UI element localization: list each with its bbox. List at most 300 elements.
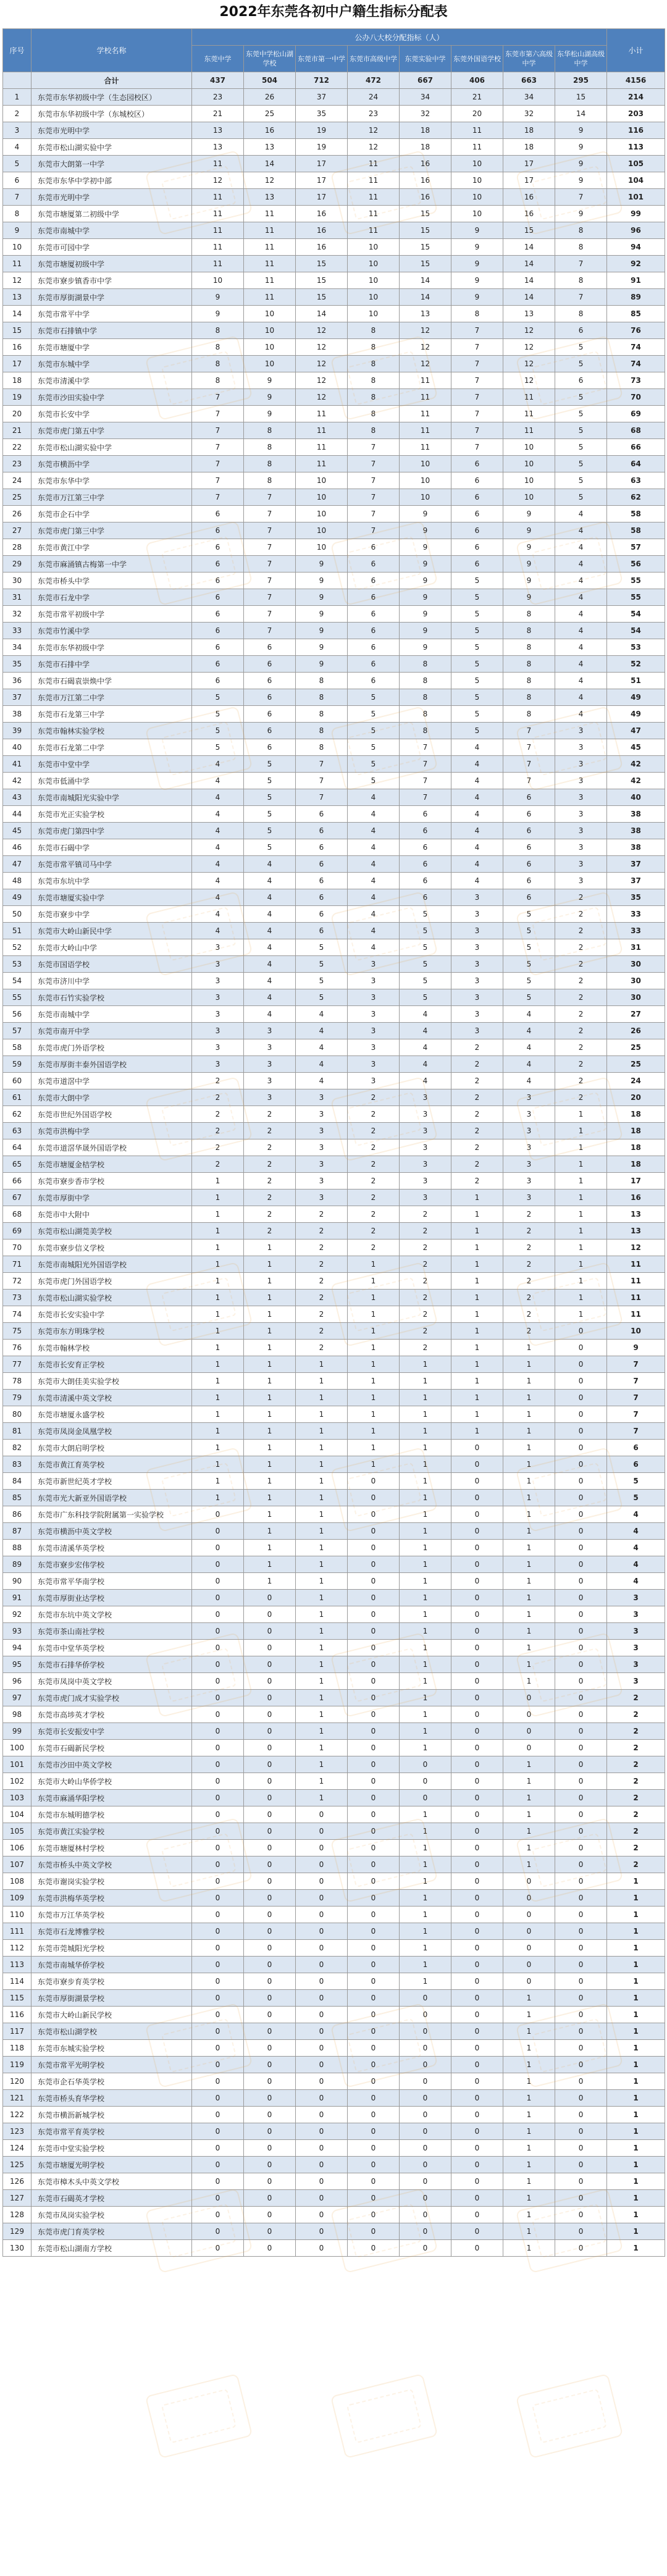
row-index: 27	[3, 522, 31, 539]
row-subtotal: 2	[607, 1856, 665, 1873]
quota-cell: 0	[348, 2190, 400, 2207]
quota-cell: 0	[555, 1923, 607, 1940]
quota-cell: 0	[244, 2240, 296, 2257]
row-index: 115	[3, 1990, 31, 2007]
row-index: 125	[3, 2157, 31, 2173]
school-name: 东莞市南城华侨学校	[31, 1957, 192, 1973]
quota-cell: 2	[348, 1123, 400, 1139]
row-index: 16	[3, 339, 31, 356]
quota-cell: 6	[244, 656, 296, 673]
quota-cell: 0	[451, 2140, 503, 2157]
quota-cell: 4	[555, 639, 607, 656]
quota-cell: 0	[296, 1973, 348, 1990]
quota-cell: 7	[192, 489, 244, 506]
quota-cell: 12	[400, 339, 451, 356]
table-row	[3, 1173, 665, 1189]
quota-cell: 12	[503, 356, 555, 372]
quota-cell: 1	[348, 1390, 400, 1406]
quota-cell: 0	[451, 2157, 503, 2173]
quota-cell: 2	[555, 1006, 607, 1023]
school-name: 东莞市凤岗金凤凰学校	[31, 1423, 192, 1440]
school-name: 东莞市东方明珠学校	[31, 1323, 192, 1340]
school-name: 东莞市中堂华英学校	[31, 1640, 192, 1656]
quota-cell: 2	[451, 1139, 503, 1156]
table-row	[3, 1256, 665, 1273]
quota-cell: 1	[503, 1573, 555, 1590]
row-index: 99	[3, 1723, 31, 1740]
quota-cell: 5	[192, 689, 244, 706]
total-row	[3, 72, 665, 89]
school-name: 东莞市清溪中学	[31, 372, 192, 389]
quota-cell: 5	[244, 839, 296, 856]
quota-cell: 0	[555, 1440, 607, 1456]
table-row	[3, 1656, 665, 1673]
quota-cell: 1	[296, 1690, 348, 1706]
quota-cell: 11	[400, 406, 451, 422]
quota-cell: 3	[555, 806, 607, 823]
quota-cell: 0	[451, 1940, 503, 1957]
table-row	[3, 1673, 665, 1690]
quota-cell: 0	[555, 1856, 607, 1873]
quota-cell: 10	[244, 306, 296, 322]
quota-cell: 11	[400, 372, 451, 389]
row-index: 20	[3, 406, 31, 422]
quota-cell: 0	[348, 1973, 400, 1990]
quota-cell: 0	[348, 2240, 400, 2257]
quota-cell: 15	[296, 289, 348, 306]
row-subtotal: 203	[607, 106, 665, 122]
quota-cell: 2	[400, 1206, 451, 1223]
row-subtotal: 1	[607, 1990, 665, 2007]
row-index: 49	[3, 889, 31, 906]
quota-cell: 6	[348, 573, 400, 589]
row-index: 13	[3, 289, 31, 306]
table-row	[3, 122, 665, 139]
quota-cell: 0	[296, 1923, 348, 1940]
table-row	[3, 489, 665, 506]
table-row	[3, 422, 665, 439]
quota-cell: 0	[555, 1957, 607, 1973]
quota-cell: 6	[451, 472, 503, 489]
school-name: 东莞市凤岗实验学校	[31, 2207, 192, 2223]
quota-cell: 0	[192, 1790, 244, 1806]
row-index: 28	[3, 539, 31, 556]
school-name: 东莞市万江华英学校	[31, 1907, 192, 1923]
quota-cell: 3	[451, 989, 503, 1006]
quota-cell: 0	[555, 2040, 607, 2057]
row-subtotal: 69	[607, 406, 665, 422]
school-name: 东莞市石龙博雅学校	[31, 1923, 192, 1940]
table-row	[3, 1606, 665, 1623]
watermark-stamp	[516, 2373, 624, 2459]
quota-cell: 0	[451, 2023, 503, 2040]
row-subtotal: 1	[607, 2057, 665, 2073]
row-index: 103	[3, 1790, 31, 1806]
quota-cell: 1	[503, 1590, 555, 1606]
school-name: 东莞市厚街业达学校	[31, 1590, 192, 1606]
row-index: 83	[3, 1456, 31, 1473]
quota-cell: 3	[503, 1189, 555, 1206]
row-subtotal: 52	[607, 656, 665, 673]
quota-cell: 3	[555, 873, 607, 889]
row-index: 90	[3, 1573, 31, 1590]
quota-cell: 1	[503, 1390, 555, 1406]
quota-cell: 1	[400, 1656, 451, 1673]
quota-cell: 5	[451, 573, 503, 589]
quota-cell: 1	[348, 1423, 400, 1440]
quota-cell: 1	[503, 2240, 555, 2257]
table-row	[3, 989, 665, 1006]
quota-cell: 9	[192, 289, 244, 306]
quota-cell: 0	[555, 1773, 607, 1790]
quota-cell: 6	[296, 839, 348, 856]
row-index: 3	[3, 122, 31, 139]
row-index: 95	[3, 1656, 31, 1673]
table-row	[3, 1907, 665, 1923]
row-index: 93	[3, 1623, 31, 1640]
row-index: 6	[3, 172, 31, 189]
quota-cell: 4	[451, 806, 503, 823]
row-subtotal: 40	[607, 789, 665, 806]
school-name: 东莞市翰林学校	[31, 1340, 192, 1356]
quota-cell: 4	[244, 973, 296, 989]
school-name: 东莞市东华初级中学	[31, 639, 192, 656]
column-header-dgzx: 东莞中学	[192, 46, 244, 72]
quota-cell: 7	[244, 506, 296, 522]
quota-cell: 5	[555, 439, 607, 456]
row-index: 35	[3, 656, 31, 673]
row-index: 117	[3, 2023, 31, 2040]
school-name: 东莞市常平育英学校	[31, 2123, 192, 2140]
quota-cell: 0	[348, 1940, 400, 1957]
school-name: 东莞市大朗启明学校	[31, 1440, 192, 1456]
quota-cell: 1	[244, 1373, 296, 1390]
quota-cell: 0	[451, 2123, 503, 2140]
quota-cell: 16	[503, 189, 555, 206]
quota-cell: 0	[451, 2040, 503, 2057]
quota-cell: 0	[451, 1923, 503, 1940]
row-index: 129	[3, 2223, 31, 2240]
quota-cell: 0	[451, 2007, 503, 2023]
quota-cell: 0	[348, 2140, 400, 2157]
table-row	[3, 1773, 665, 1790]
row-subtotal: 38	[607, 823, 665, 839]
school-name: 东莞市常平镇司马中学	[31, 856, 192, 873]
quota-cell: 0	[451, 2190, 503, 2207]
row-index: 89	[3, 1556, 31, 1573]
quota-cell: 8	[192, 356, 244, 372]
quota-cell: 8	[244, 456, 296, 472]
quota-cell: 2	[503, 1273, 555, 1290]
row-index: 124	[3, 2140, 31, 2157]
quota-cell: 0	[555, 1373, 607, 1390]
quota-cell: 8	[400, 706, 451, 723]
quota-cell: 3	[348, 989, 400, 1006]
school-name: 东莞市厚街湖景中学	[31, 289, 192, 306]
quota-cell: 1	[400, 1456, 451, 1473]
row-subtotal: 57	[607, 539, 665, 556]
quota-cell: 0	[348, 1756, 400, 1773]
row-subtotal: 64	[607, 456, 665, 472]
quota-cell: 9	[192, 306, 244, 322]
quota-cell: 1	[244, 1273, 296, 1290]
row-subtotal: 54	[607, 606, 665, 623]
quota-cell: 1	[555, 1306, 607, 1323]
quota-cell: 3	[296, 1156, 348, 1173]
quota-cell: 16	[400, 189, 451, 206]
table-row	[3, 623, 665, 639]
table-row	[3, 1323, 665, 1340]
row-subtotal: 2	[607, 1706, 665, 1723]
quota-cell: 6	[555, 322, 607, 339]
row-subtotal: 2	[607, 1840, 665, 1856]
table-row	[3, 1440, 665, 1456]
quota-cell: 5	[451, 589, 503, 606]
quota-cell: 0	[555, 1606, 607, 1623]
school-name: 东莞市高埗英才学校	[31, 1706, 192, 1723]
table-row	[3, 1690, 665, 1706]
school-name: 东莞市寮步镇香市中学	[31, 272, 192, 289]
quota-cell: 37	[296, 89, 348, 106]
quota-cell: 6	[192, 623, 244, 639]
quota-cell: 0	[555, 2090, 607, 2107]
quota-cell: 2	[244, 1106, 296, 1123]
quota-cell: 4	[451, 823, 503, 839]
row-index: 92	[3, 1606, 31, 1623]
row-index: 127	[3, 2190, 31, 2207]
quota-cell: 1	[192, 1473, 244, 1490]
quota-cell: 10	[296, 522, 348, 539]
quota-cell: 1	[400, 1706, 451, 1723]
quota-cell: 2	[503, 1223, 555, 1240]
quota-cell: 10	[348, 256, 400, 272]
quota-cell: 9	[296, 606, 348, 623]
table-row	[3, 539, 665, 556]
quota-cell: 1	[296, 1706, 348, 1723]
quota-cell: 0	[244, 1690, 296, 1706]
row-subtotal: 1	[607, 2023, 665, 2040]
quota-cell: 0	[451, 1606, 503, 1623]
row-index: 66	[3, 1173, 31, 1189]
table-row	[3, 106, 665, 122]
quota-cell: 1	[296, 1573, 348, 1590]
quota-cell: 3	[400, 1106, 451, 1123]
quota-cell: 0	[451, 1523, 503, 1540]
school-name: 东莞市济川中学	[31, 973, 192, 989]
quota-cell: 1	[192, 1323, 244, 1340]
quota-cell: 17	[503, 156, 555, 172]
quota-cell: 7	[244, 589, 296, 606]
table-row	[3, 689, 665, 706]
quota-cell: 4	[244, 1006, 296, 1023]
quota-cell: 0	[348, 2073, 400, 2090]
quota-cell: 1	[503, 1790, 555, 1806]
quota-cell: 10	[296, 489, 348, 506]
quota-cell: 0	[348, 2057, 400, 2073]
quota-cell: 0	[296, 2073, 348, 2090]
quota-cell: 1	[244, 1406, 296, 1423]
quota-cell: 7	[192, 472, 244, 489]
quota-cell: 7	[244, 556, 296, 573]
quota-cell: 11	[296, 406, 348, 422]
row-subtotal: 5	[607, 1473, 665, 1490]
row-subtotal: 9	[607, 1340, 665, 1356]
quota-cell: 0	[244, 1590, 296, 1606]
quota-cell: 4	[555, 656, 607, 673]
quota-cell: 11	[296, 422, 348, 439]
row-subtotal: 37	[607, 873, 665, 889]
school-name: 东莞市常平华南学校	[31, 1573, 192, 1590]
quota-cell: 2	[451, 1123, 503, 1139]
quota-cell: 1	[503, 1840, 555, 1856]
quota-cell: 3	[296, 1173, 348, 1189]
row-index: 111	[3, 1923, 31, 1940]
quota-cell: 4	[192, 839, 244, 856]
quota-cell: 4	[555, 673, 607, 689]
table-row	[3, 1556, 665, 1573]
quota-cell: 11	[348, 206, 400, 222]
quota-cell: 6	[451, 456, 503, 472]
quota-cell: 10	[192, 272, 244, 289]
quota-cell: 0	[348, 1473, 400, 1490]
school-name: 东莞市大岭山新民中学	[31, 923, 192, 939]
table-row	[3, 2007, 665, 2023]
row-subtotal: 11	[607, 1256, 665, 1273]
quota-cell: 0	[503, 1690, 555, 1706]
quota-cell: 15	[400, 239, 451, 256]
quota-cell: 10	[503, 439, 555, 456]
quota-cell: 1	[451, 1373, 503, 1390]
row-subtotal: 1	[607, 1890, 665, 1907]
row-index: 119	[3, 2057, 31, 2073]
quota-cell: 11	[400, 439, 451, 456]
row-index: 7	[3, 189, 31, 206]
quota-cell: 1	[348, 1406, 400, 1423]
quota-cell: 6	[503, 839, 555, 856]
table-row	[3, 939, 665, 956]
quota-cell: 25	[244, 106, 296, 122]
school-name: 东莞市桥头中学	[31, 573, 192, 589]
quota-cell: 16	[296, 222, 348, 239]
table-row	[3, 1023, 665, 1039]
quota-cell: 2	[244, 1189, 296, 1206]
school-name: 东莞市凤岗中英文学校	[31, 1673, 192, 1690]
table-row	[3, 372, 665, 389]
quota-cell: 1	[244, 1390, 296, 1406]
quota-cell: 7	[451, 439, 503, 456]
quota-cell: 15	[400, 256, 451, 272]
quota-cell: 0	[296, 2157, 348, 2173]
table-row	[3, 1106, 665, 1123]
quota-cell: 8	[296, 723, 348, 739]
quota-cell: 0	[192, 1623, 244, 1640]
quota-cell: 5	[503, 956, 555, 973]
quota-cell: 9	[555, 122, 607, 139]
quota-cell: 2	[244, 1139, 296, 1156]
index-header: 序号	[3, 29, 31, 72]
quota-cell: 1	[244, 1440, 296, 1456]
quota-cell: 1	[192, 1423, 244, 1440]
row-subtotal: 11	[607, 1290, 665, 1306]
school-name: 东莞市竹溪中学	[31, 623, 192, 639]
quota-cell: 1	[296, 1756, 348, 1773]
quota-cell: 0	[503, 1907, 555, 1923]
row-subtotal: 1	[607, 1957, 665, 1973]
quota-cell: 9	[451, 239, 503, 256]
quota-cell: 12	[296, 372, 348, 389]
quota-cell: 17	[296, 189, 348, 206]
quota-cell: 0	[296, 2040, 348, 2057]
school-name: 东莞市企石华英学校	[31, 2073, 192, 2090]
school-name: 东莞市可园中学	[31, 239, 192, 256]
quota-cell: 9	[451, 289, 503, 306]
table-row	[3, 1957, 665, 1973]
table-row	[3, 89, 665, 106]
table-row	[3, 1756, 665, 1773]
quota-cell: 0	[348, 1823, 400, 1840]
total-cell: 663	[503, 72, 555, 89]
quota-cell: 15	[296, 272, 348, 289]
table-row	[3, 2090, 665, 2107]
school-name: 东莞市虎门外语学校	[31, 1039, 192, 1056]
school-name: 东莞市莞城阳光学校	[31, 1940, 192, 1957]
quota-cell: 0	[244, 1640, 296, 1656]
quota-cell: 26	[244, 89, 296, 106]
quota-cell: 2	[348, 1156, 400, 1173]
row-index: 61	[3, 1089, 31, 1106]
quota-cell: 9	[400, 556, 451, 573]
quota-cell: 2	[555, 1039, 607, 1056]
quota-cell: 3	[503, 1089, 555, 1106]
row-index: 54	[3, 973, 31, 989]
quota-cell: 8	[348, 389, 400, 406]
school-name: 东莞市东城明德学校	[31, 1806, 192, 1823]
quota-cell: 1	[296, 1356, 348, 1373]
quota-cell: 3	[555, 856, 607, 873]
quota-cell: 4	[296, 1073, 348, 1089]
quota-cell: 7	[244, 573, 296, 589]
quota-cell: 0	[348, 2173, 400, 2190]
quota-cell: 5	[555, 356, 607, 372]
school-name: 东莞市虎门第四中学	[31, 823, 192, 839]
quota-cell: 7	[192, 389, 244, 406]
quota-cell: 1	[400, 1440, 451, 1456]
quota-cell: 1	[555, 1173, 607, 1189]
quota-cell: 9	[451, 272, 503, 289]
row-subtotal: 13	[607, 1223, 665, 1240]
quota-cell: 0	[296, 1907, 348, 1923]
quota-cell: 1	[400, 1423, 451, 1440]
row-subtotal: 30	[607, 973, 665, 989]
row-index: 32	[3, 606, 31, 623]
quota-cell: 0	[192, 2173, 244, 2190]
quota-cell: 4	[503, 1006, 555, 1023]
quota-cell: 0	[555, 1390, 607, 1406]
row-index: 88	[3, 1540, 31, 1556]
column-header-dh-ssh: 东华松山湖高级中学	[555, 46, 607, 72]
quota-cell: 6	[192, 522, 244, 539]
table-row	[3, 1156, 665, 1173]
row-index: 65	[3, 1156, 31, 1173]
quota-cell: 1	[503, 2140, 555, 2157]
row-index: 23	[3, 456, 31, 472]
row-subtotal: 30	[607, 956, 665, 973]
quota-cell: 0	[348, 1573, 400, 1590]
quota-cell: 3	[192, 1039, 244, 1056]
quota-cell: 0	[451, 1640, 503, 1656]
quota-cell: 4	[244, 856, 296, 873]
row-subtotal: 74	[607, 339, 665, 356]
